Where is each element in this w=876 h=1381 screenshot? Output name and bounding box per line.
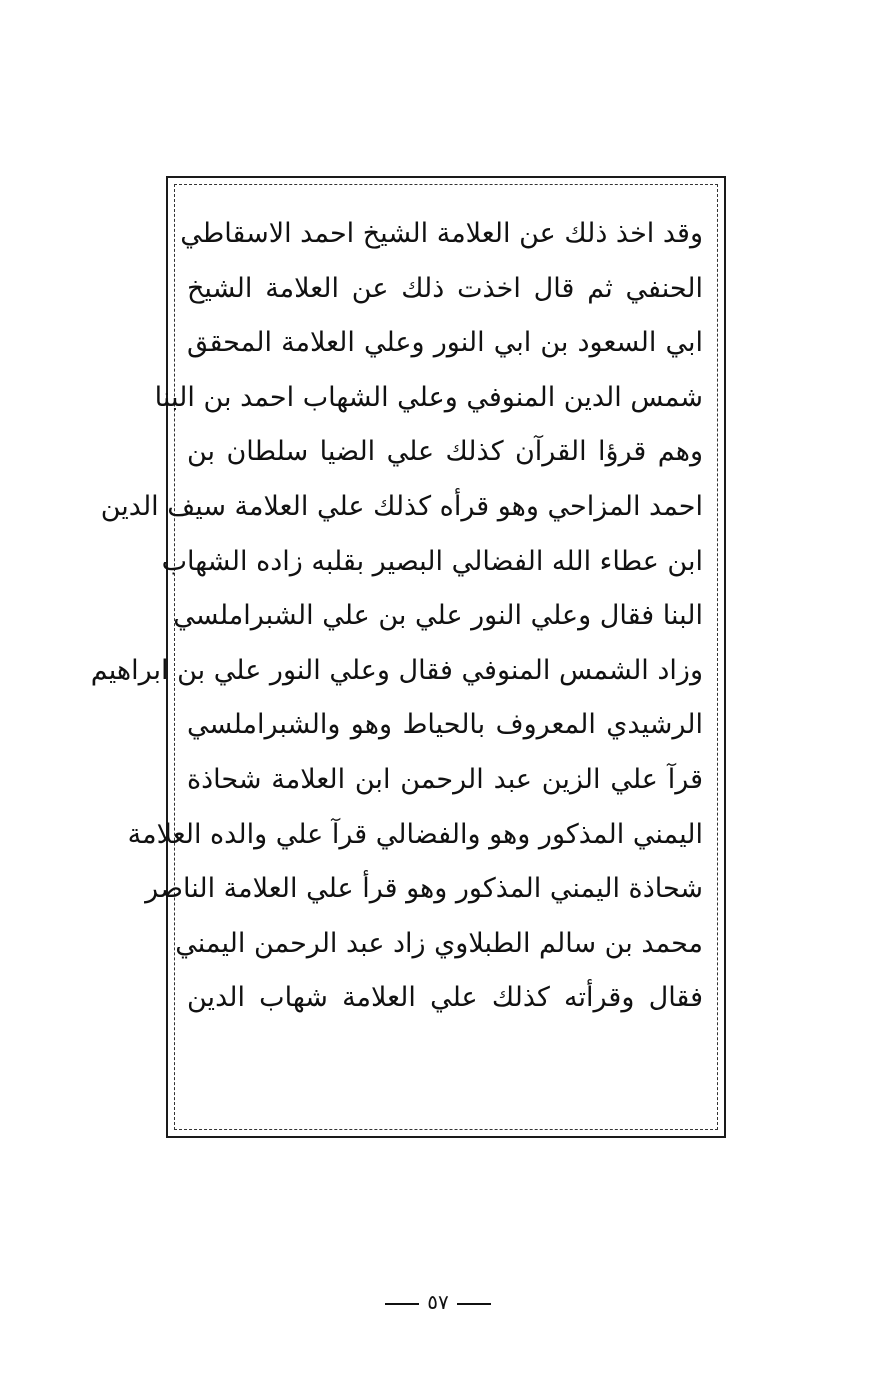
text-line: اليمني المذكور وهو والفضالي قرآ علي والده العلامة [127, 818, 703, 850]
manuscript-text [90, 207, 703, 1115]
text-line: شمس الدين المنوفي وعلي الشهاب احمد بن البنا [154, 381, 703, 413]
text-line: احمد المزاحي وهو قرأه كذلك علي العلامة سيف الدين [100, 490, 703, 522]
dash-left [385, 1303, 419, 1305]
page-number-value: ٥٧ [427, 1290, 449, 1314]
text-line: قرآ علي الزين عبد الرحمن ابن العلامة شحاذة [187, 763, 703, 795]
text-line: فقال وقرأته كذلك علي العلامة شهاب الدين [187, 982, 703, 1014]
text-line: ابن عطاء الله الفضالي البصير بقلبه زاده الشهاب [161, 545, 703, 577]
text-line: وزاد الشمس المنوفي فقال وعلي النور علي بن ابراهيم [90, 654, 703, 686]
text-line: وقد اخذ ذلك عن العلامة الشيخ احمد الاسقاطي [180, 218, 703, 249]
text-line: ابي السعود بن ابي النور وعلي العلامة المحقق [187, 327, 703, 359]
text-line: محمد بن سالم الطبلاوي زاد عبد الرحمن اليمني [175, 927, 703, 959]
page-number [0, 1290, 876, 1314]
dash-right [457, 1303, 491, 1305]
text-line: البنا فقال وعلي النور علي بن علي الشبراملسي [173, 600, 703, 632]
text-line: وهم قرؤا القرآن كذلك علي الضيا سلطان بن [187, 436, 703, 468]
text-line: الحنفي ثم قال اخذت ذلك عن العلامة الشيخ [187, 272, 703, 304]
text-line: الرشيدي المعروف بالحياط وهو والشبراملسي [187, 709, 703, 741]
page-border [90, 176, 726, 1138]
text-line: شحاذة اليمني المذكور وهو قرأ علي العلامة الناصر [145, 873, 703, 905]
page-inner-border [90, 184, 718, 1130]
